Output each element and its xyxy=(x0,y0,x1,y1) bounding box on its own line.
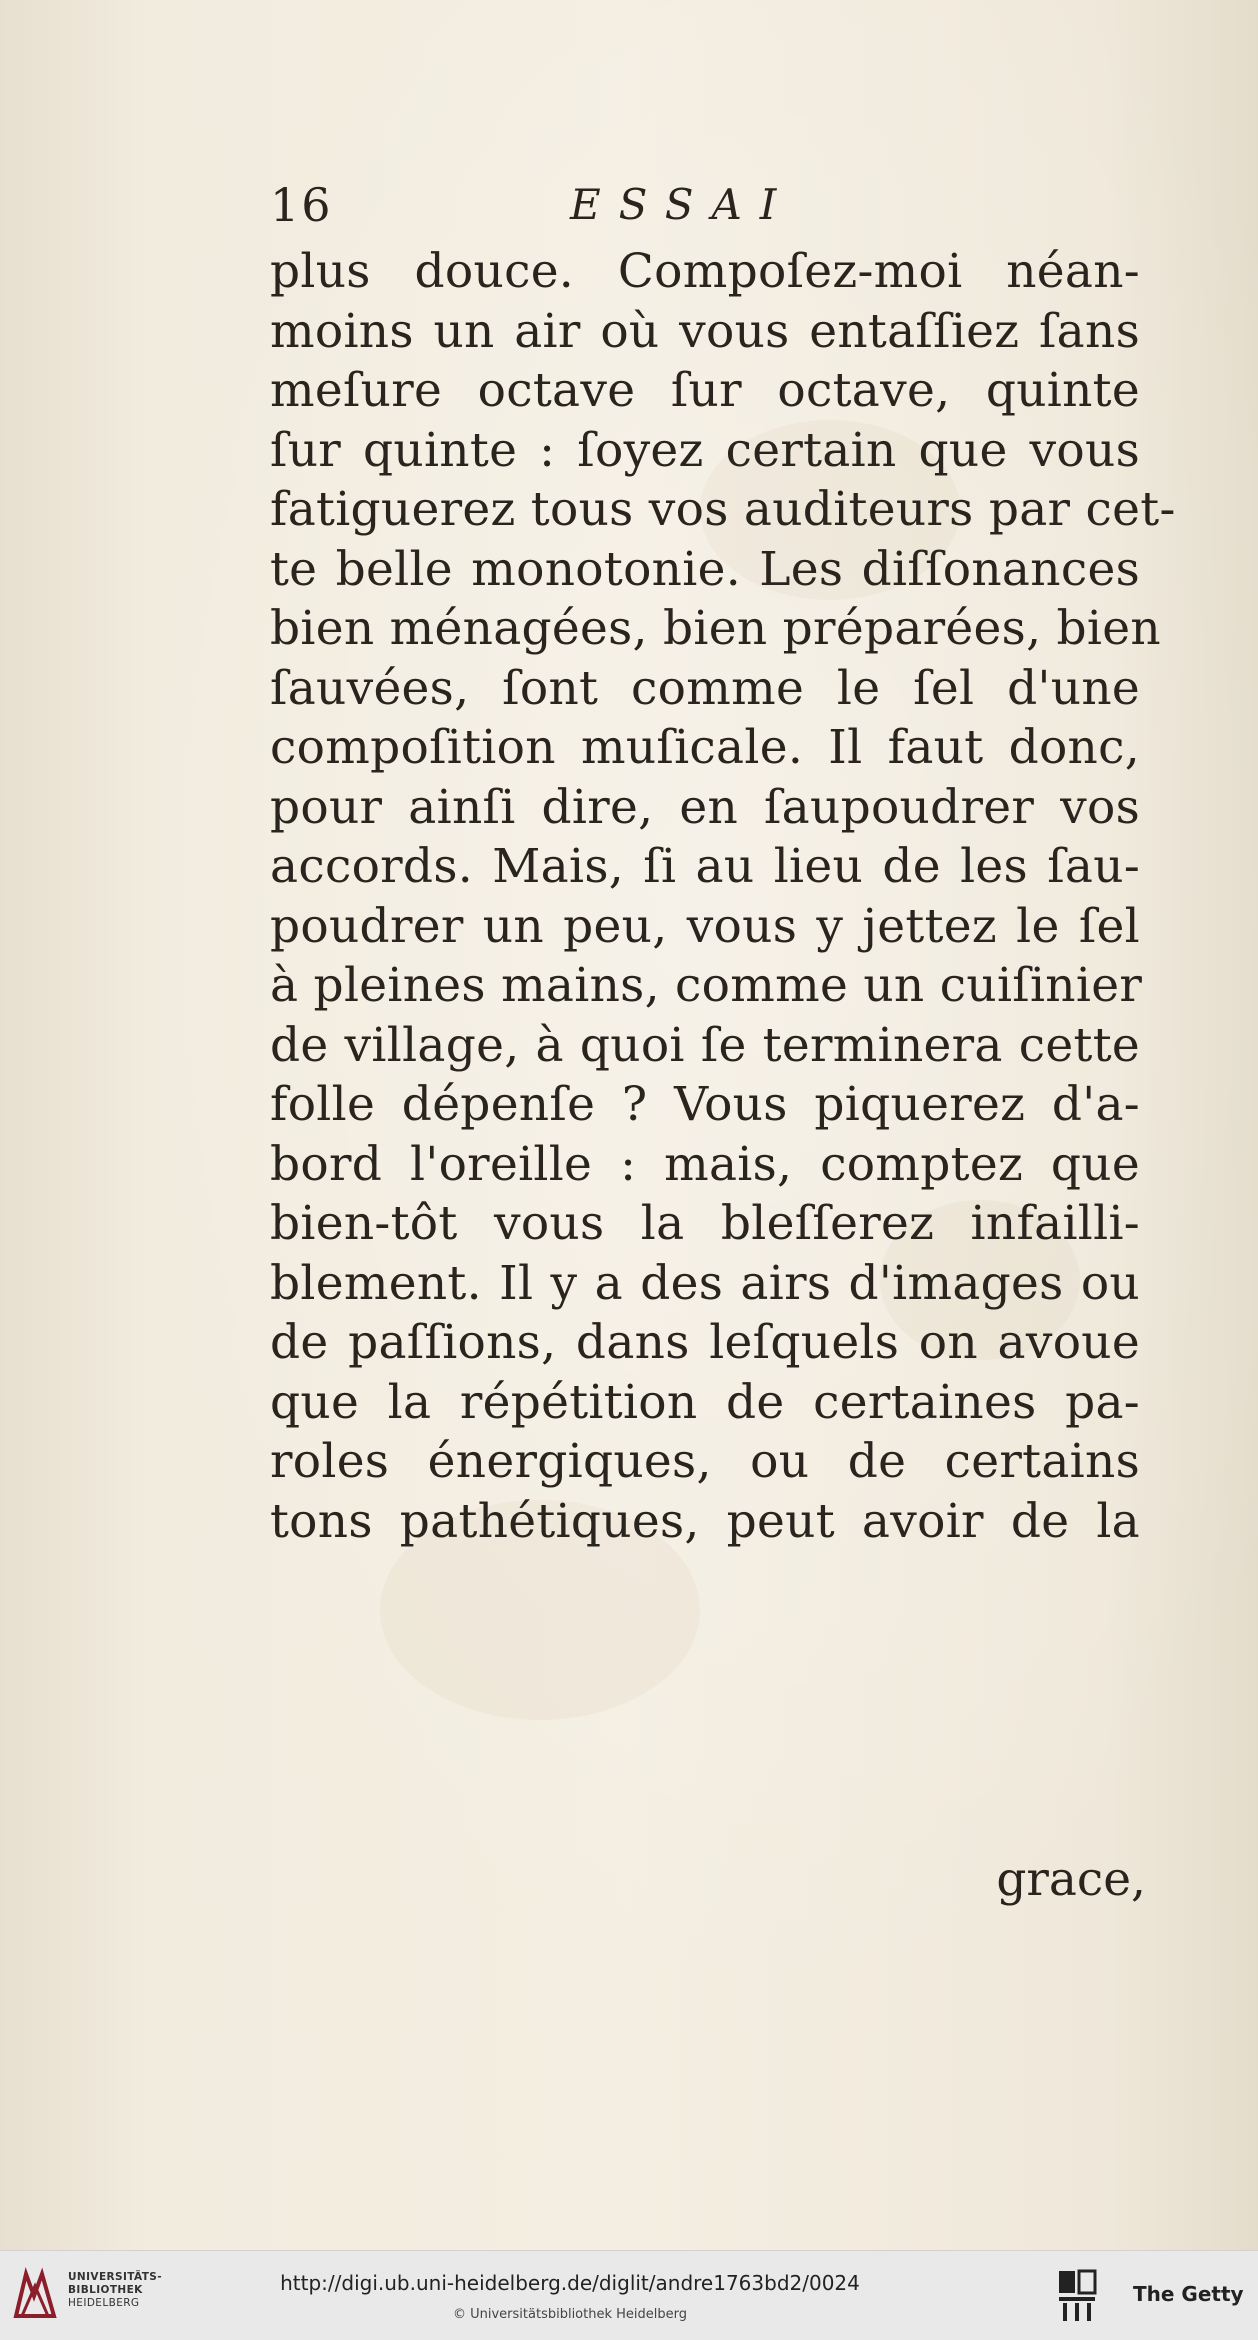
text-line: folle dépenſe ? Vous piquerez d'a- xyxy=(270,1077,1140,1132)
running-head xyxy=(270,178,830,238)
permalink-url[interactable]: http://digi.ub.uni-heidelberg.de/diglit/andre1763bd2/0024 xyxy=(280,2271,860,2295)
text-line: compoſition muſicale. Il faut donc, xyxy=(270,720,1140,775)
library-city: HEIDELBERG xyxy=(68,2297,140,2309)
running-title: ESSAI xyxy=(570,180,795,229)
text-line: roles énergiques, ou de certains xyxy=(270,1434,1140,1489)
text-line: bord l'oreille : mais, comptez que xyxy=(270,1136,1140,1192)
library-name-line-2: BIBLIOTHEK xyxy=(68,2284,143,2296)
footer-bar xyxy=(0,2250,1258,2340)
text-line: poudrer un peu, vous y jettez le ſel xyxy=(270,898,1140,954)
getty-logo-icon xyxy=(1057,2269,1097,2323)
text-line: tons pathétiques, peut avoir de la xyxy=(270,1493,1140,1549)
text-line: ſur quinte : ſoyez certain que vous xyxy=(270,422,1140,478)
text-line: pour ainſi dire, en ſaupoudrer vos xyxy=(270,779,1140,835)
partner-name: The Getty xyxy=(1133,2282,1244,2306)
text-line: blement. Il y a des airs d'images ou xyxy=(270,1255,1140,1311)
text-line: fatiguerez tous vos auditeurs par cet- xyxy=(270,482,1176,537)
text-line: bien ménagées, bien préparées, bien xyxy=(270,601,1161,656)
library-name-line-1: UNIVERSITÄTS- xyxy=(68,2271,163,2283)
text-line: moins un air où vous entaſſiez ſans xyxy=(270,303,1140,359)
library-name xyxy=(68,2271,162,2310)
text-line: à pleines mains, comme un cuiſinier xyxy=(270,958,1143,1013)
text-line: de village, à quoi ſe terminera cette xyxy=(270,1017,1140,1073)
text-line: te belle monotonie. Les diſſonances xyxy=(270,541,1140,597)
catchword: grace, xyxy=(996,1852,1146,1907)
text-line: que la répétition de certaines pa- xyxy=(270,1374,1140,1430)
copyright-notice: © Universitätsbibliothek Heidelberg xyxy=(452,2307,687,2322)
text-line: de paſſions, dans leſquels on avoue xyxy=(270,1315,1140,1370)
text-line: bien-tôt vous la bleſſerez infailli- xyxy=(270,1196,1140,1251)
page-number: 16 xyxy=(270,178,333,232)
text-line: meſure octave ſur octave, quinte xyxy=(270,363,1140,418)
text-line: plus douce. Compoſez-moi néan- xyxy=(270,244,1140,299)
text-line: accords. Mais, ſi au lieu de les ſau- xyxy=(270,839,1140,894)
text-line: ſauvées, ſont comme le ſel d'une xyxy=(270,660,1140,716)
body-text xyxy=(270,242,1176,1551)
ub-heidelberg-logo-icon xyxy=(12,2266,58,2322)
